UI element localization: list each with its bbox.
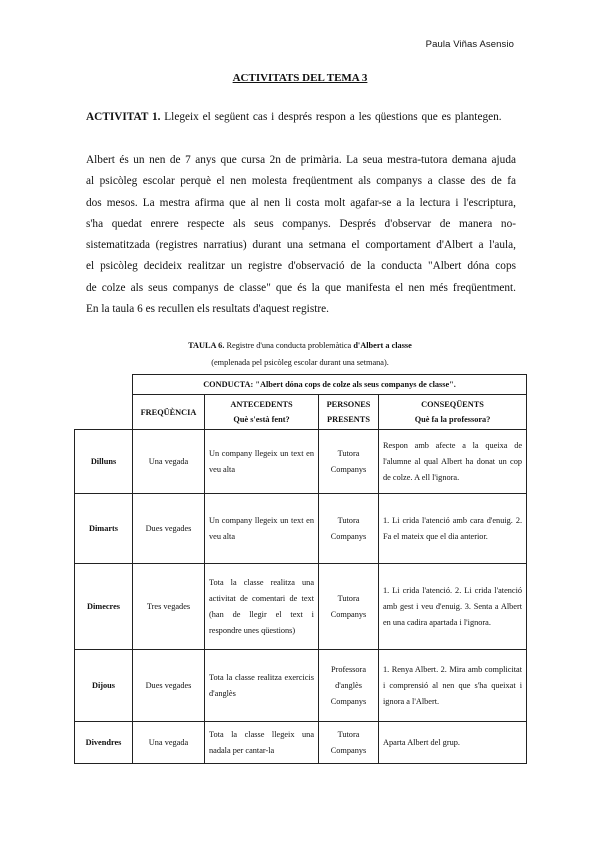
row-day: Dijous [75,650,133,722]
blank-corner-cell [75,375,133,430]
col-persons-title: PERSONES [326,400,371,409]
row-day: Dilluns [75,430,133,494]
row-frequency: Dues vegades [133,650,205,722]
row-day: Dimarts [75,494,133,564]
table-header-row [75,375,527,395]
row-consequent: 1. Li crida l'atenció. 2. Li crida l'atenció amb gest i veu d'enuig. 3. Senta a Albert en una cadira apartada i l'ignora. [379,564,527,650]
table-row [75,722,527,764]
table-row [75,494,527,564]
col-antecedents-header [205,395,319,430]
row-frequency: Una vegada [133,430,205,494]
row-consequent: Aparta Albert del grup. [379,722,527,764]
row-consequent: 1. Renya Albert. 2. Mira amb complicitat i comprensió al nen que s'ha queixat i ignora a l'Albert. [379,650,527,722]
row-persons: Professora d'anglès Companys [319,650,379,722]
row-day: Divendres [75,722,133,764]
row-consequent: 1. Li crida l'atenció amb cara d'enuig. 2. Fa el mateix que el dia anterior. [379,494,527,564]
table-row [75,650,527,722]
paragraph-line: el psicòleg decideix realitzar un registre d'observació de la conducta "Albert dóna cops [86,260,516,273]
row-persons: Tutora Companys [319,722,379,764]
table-column-headers [75,395,527,430]
table-row [75,564,527,650]
observation-table [74,374,527,764]
paragraph-line: de colze als seus companys de classe" que és la que manifesta el nen més freqüentment. [86,281,516,294]
table-caption [0,341,600,350]
col-persons-sub: PRESENTS [327,415,370,424]
col-consequents-header [379,395,527,430]
paragraph-line: sistematitzada (registres narratius) durant una setmana el comportament d'Albert a l'aula, [86,239,516,252]
paragraph-line: al psicòleg escolar perquè el nen molesta freqüentment als companys a classe des de fa [86,175,516,188]
row-antecedent: Un company llegeix un text en veu alta [205,494,319,564]
col-freq-header: FREQÜÈNCIA [133,395,205,430]
row-frequency: Una vegada [133,722,205,764]
row-day: Dimecres [75,564,133,650]
paragraph-line: s'ha quedat enrere respecte als seus companys. Després d'observar de manera no- [86,217,516,230]
row-persons: Tutora Companys [319,564,379,650]
row-persons: Tutora Companys [319,430,379,494]
author-name: Paula Viñas Asensio [425,39,514,50]
row-antecedent: Tota la classe llegeix una nadala per cantar-la [205,722,319,764]
table-caption-text: Registre d'una conducta problemàtica [226,341,352,350]
row-persons: Tutora Companys [319,494,379,564]
conduct-header: CONDUCTA: "Albert dóna cops de colze als seus companys de classe". [133,375,527,395]
activity-statement [86,111,516,123]
table-caption-label: TAULA 6. [188,341,225,350]
page-title: ACTIVITATS DEL TEMA 3 [232,72,368,84]
row-frequency: Dues vegades [133,494,205,564]
table-caption-subtitle: (emplenada pel psicòleg escolar durant una setmana). [211,358,389,367]
col-antecedents-sub: Què s'està fent? [233,415,290,424]
row-frequency: Tres vegades [133,564,205,650]
table-row [75,430,527,494]
col-persons-header [319,395,379,430]
case-paragraph [86,150,516,320]
row-antecedent: Tota la classe realitza exercicis d'anglès [205,650,319,722]
paragraph-line: dos mesos. La mestra afirma que al nen li costa molt agafar-se a la lectura i l'escriptura, [86,196,516,209]
activity-text: Llegeix el següent cas i després respon a les qüestions que es plantegen. [164,111,502,123]
col-consequents-title: CONSEQÜENTS [421,400,484,409]
row-antecedent: Tota la classe realitza una activitat de comentari de text (han de llegir el text i respondre unes qüestions) [205,564,319,650]
col-antecedents-title: ANTECEDENTS [230,400,293,409]
paragraph-line: Albert és un nen de 7 anys que cursa 2n de primària. La seua mestra-tutora demana ajuda [86,154,516,166]
activity-label: ACTIVITAT 1. [86,111,161,123]
table-caption-bold-tail: d'Albert a classe [353,341,412,350]
row-consequent: Respon amb afecte a la queixa de l'alumne al qual Albert ha donat un cop de colze. A ell l'ignora. [379,430,527,494]
row-antecedent: Un company llegeix un text en veu alta [205,430,319,494]
col-consequents-sub: Què fa la professora? [414,415,491,424]
paragraph-line: En la taula 6 es recullen els resultats d'aquest registre. [86,303,329,316]
